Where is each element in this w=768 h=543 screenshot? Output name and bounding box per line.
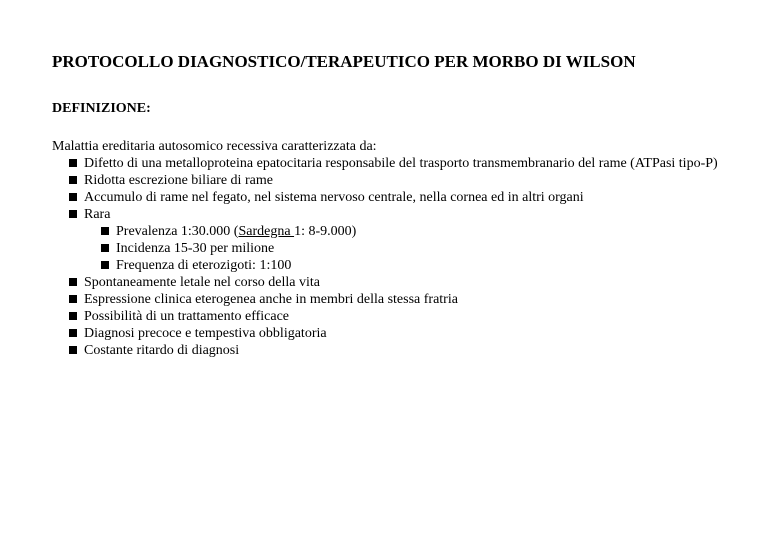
- list-item: [68, 291, 728, 308]
- square-bullet-icon: [69, 193, 77, 201]
- prevalenza-ratio-text: 1: 8-9.000): [294, 224, 357, 239]
- definition-list: [68, 155, 728, 359]
- square-bullet-icon: [69, 176, 77, 184]
- sublist-item-prevalenza: [100, 223, 728, 240]
- square-bullet-icon: [101, 244, 109, 252]
- prevalenza-text: Prevalenza 1:30.000 (: [116, 224, 239, 239]
- frequenza-text: Frequenza di eterozigoti: 1:100: [116, 258, 292, 273]
- list-item-text: Accumulo di rame nel fegato, nel sistema nervoso centrale, nella cornea ed in altri organi: [84, 190, 584, 205]
- list-item-text: Difetto di una metalloproteina epatocitaria responsabile del trasporto transmembranario del rame (ATPasi tipo-P): [84, 156, 718, 171]
- square-bullet-icon: [69, 295, 77, 303]
- list-item: [68, 189, 728, 206]
- list-item: [68, 172, 728, 189]
- square-bullet-icon: [101, 261, 109, 269]
- list-item-text: Rara: [84, 207, 111, 222]
- list-item-text: Espressione clinica eterogenea anche in membri della stessa fratria: [84, 292, 458, 307]
- intro-text: Malattia ereditaria autosomico recessiva caratterizzata da:: [52, 139, 377, 154]
- square-bullet-icon: [69, 312, 77, 320]
- rara-sublist: [100, 223, 728, 274]
- list-item-text: Ridotta escrezione biliare di rame: [84, 173, 273, 188]
- sardegna-underlined-text: Sardegna: [238, 224, 295, 239]
- square-bullet-icon: [69, 159, 77, 167]
- list-item: [68, 274, 728, 291]
- square-bullet-icon: [69, 278, 77, 286]
- list-item: [68, 308, 728, 325]
- list-item: [68, 155, 728, 172]
- square-bullet-icon: [69, 210, 77, 218]
- sublist-item-frequenza: [100, 257, 728, 274]
- list-item-text: Diagnosi precoce e tempestiva obbligatoria: [84, 326, 327, 341]
- list-item-text: Costante ritardo di diagnosi: [84, 343, 240, 358]
- incidenza-text: Incidenza 15-30 per milione: [116, 241, 275, 256]
- list-item-text: Spontaneamente letale nel corso della vita: [84, 275, 320, 290]
- list-item: [68, 325, 728, 342]
- sublist-item-incidenza: [100, 240, 728, 257]
- list-item: [68, 342, 728, 359]
- list-item-text: Possibilità di un trattamento efficace: [84, 309, 290, 324]
- section-heading-definizione: DEFINIZIONE:: [52, 101, 151, 116]
- page-title: PROTOCOLLO DIAGNOSTICO/TERAPEUTICO PER MORBO DI WILSON: [52, 52, 636, 71]
- square-bullet-icon: [69, 346, 77, 354]
- square-bullet-icon: [69, 329, 77, 337]
- list-item-rara: [68, 206, 728, 274]
- square-bullet-icon: [101, 227, 109, 235]
